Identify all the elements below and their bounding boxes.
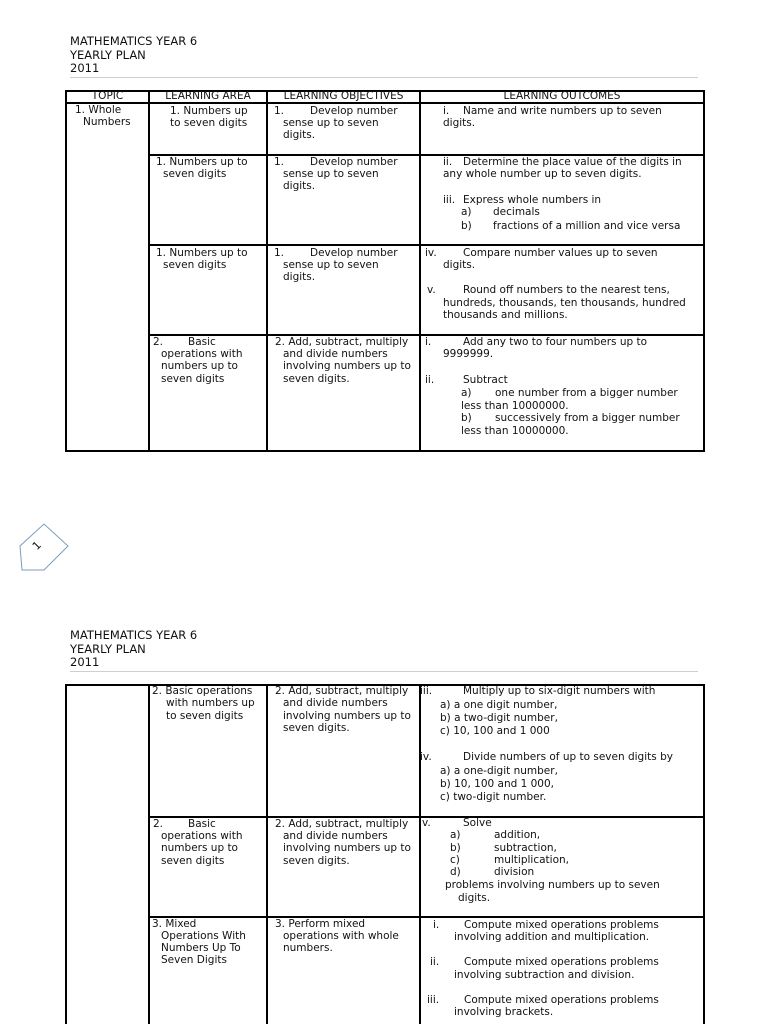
sub-item-text: division [494, 866, 535, 878]
sub-item-label: a) [450, 829, 461, 841]
objective-text: and divide numbers [283, 348, 388, 360]
sub-item-text: a) a one digit number, [440, 699, 558, 711]
outcome-text: hundreds, thousands, ten thousands, hundred [443, 297, 686, 309]
outcome-text: Name and write numbers up to seven [463, 105, 662, 117]
outcome-number: ii. [443, 156, 453, 168]
outcome-text: Compare number values up to seven [463, 247, 658, 259]
objective-text: Develop number [310, 156, 398, 168]
row-border [148, 916, 704, 918]
learning-area-text: 1. Numbers up to [156, 247, 248, 259]
row-border [148, 244, 704, 246]
outcome-text: Multiply up to six-digit numbers with [463, 685, 656, 697]
objective-text: sense up to seven [283, 168, 379, 180]
learning-area-text: numbers up to [161, 842, 238, 854]
outcome-text: thousands and millions. [443, 309, 568, 321]
objective-text: seven digits. [283, 373, 350, 385]
sub-item-text: addition, [494, 829, 541, 841]
sub-item-text: c) two-digit number. [440, 791, 547, 803]
learning-area-text: 1. Numbers up to [156, 156, 248, 168]
sub-item-label: b) [461, 412, 472, 424]
sub-item-text: c) 10, 100 and 1 000 [440, 725, 550, 737]
topic-label: Numbers [83, 116, 131, 128]
outcome-text: 9999999. [443, 348, 494, 360]
outcome-text: digits. [443, 259, 476, 271]
sub-item-text: b) a two-digit number, [440, 712, 558, 724]
outcome-number: iii. [420, 685, 433, 697]
page-tag-icon [18, 522, 74, 574]
objective-text: 3. Perform mixed [275, 918, 366, 930]
sub-item-label: b) [450, 842, 461, 854]
col-border [148, 90, 150, 452]
doc-title: MATHEMATICS YEAR 6 [70, 628, 198, 642]
outcome-text: involving brackets. [454, 1006, 554, 1018]
page-2-header [70, 629, 197, 670]
outcome-text: Compute mixed operations problems [464, 956, 659, 968]
sub-item-text: b) 10, 100 and 1 000, [440, 778, 555, 790]
doc-title: MATHEMATICS YEAR 6 [70, 34, 198, 48]
learning-area-text: 1. Numbers up [170, 105, 248, 117]
objective-number: 1. [274, 156, 285, 168]
objective-text: seven digits. [283, 722, 350, 734]
outcome-text: any whole number up to seven digits. [443, 168, 642, 180]
outcome-text: Add any two to four numbers up to [463, 336, 648, 348]
objective-text: 2. Add, subtract, multiply [275, 685, 409, 697]
objective-text: sense up to seven [283, 259, 379, 271]
outcome-number: i. [443, 105, 450, 117]
sub-item-text: decimals [493, 206, 540, 218]
objective-text: and divide numbers [283, 830, 388, 842]
doc-subtitle: YEARLY PLAN [70, 641, 146, 656]
page-tag-label: 1 [29, 538, 45, 553]
objective-text: sense up to seven [283, 117, 379, 129]
sub-item-label: b) [461, 220, 472, 232]
objective-text: digits. [283, 271, 316, 283]
doc-year: 2011 [70, 655, 100, 669]
sub-item-text: less than 10000000. [461, 425, 569, 437]
col-border [148, 684, 150, 1024]
col-border [419, 684, 421, 1024]
outcome-number: i. [425, 336, 432, 348]
outcome-number: iv. [425, 247, 437, 259]
doc-subtitle: YEARLY PLAN [70, 47, 146, 62]
outcome-number: i. [433, 919, 440, 931]
outcome-number: iii. [427, 994, 440, 1006]
column-header-learning-objectives: LEARNING OBJECTIVES [283, 90, 404, 102]
outcome-text: involving addition and multiplication. [454, 931, 650, 943]
sub-item-label: a) [461, 387, 472, 399]
learning-area-text: Numbers Up To [161, 942, 241, 954]
outcome-text: Solve [463, 817, 492, 829]
outcome-text: Subtract [463, 374, 508, 386]
learning-area-number: 2. [153, 336, 164, 348]
learning-area-text: numbers up to [161, 360, 238, 372]
column-header-topic: TOPIC [91, 90, 124, 102]
learning-area-text: seven digits [161, 855, 225, 867]
learning-area-text: operations with [161, 348, 243, 360]
column-header-learning-area: LEARNING AREA [165, 90, 251, 102]
outcome-number: ii. [430, 956, 440, 968]
learning-area-text: with numbers up [166, 697, 255, 709]
objective-text: and divide numbers [283, 697, 388, 709]
outcome-text: involving subtraction and division. [454, 969, 635, 981]
learning-area-text: to seven digits [170, 117, 248, 129]
objective-text: Develop number [310, 105, 398, 117]
sub-item-text: fractions of a million and vice versa [493, 220, 681, 232]
learning-area-text: Basic [188, 336, 216, 348]
col-border [65, 684, 67, 1024]
outcome-text: problems involving numbers up to seven [445, 879, 660, 891]
outcome-text: digits. [458, 892, 491, 904]
outcome-number: iii. [443, 194, 456, 206]
sub-item-text: one number from a bigger number [495, 387, 678, 399]
learning-area-text: seven digits [163, 168, 227, 180]
objective-text: seven digits. [283, 855, 350, 867]
learning-area-text: 3. Mixed [152, 918, 197, 930]
outcome-text: Express whole numbers in [463, 194, 602, 206]
learning-area-text: seven digits [161, 373, 225, 385]
outcome-number: ii. [425, 374, 435, 386]
header-divider [70, 77, 698, 78]
col-border [419, 90, 421, 452]
column-header-learning-outcomes: LEARNING OUTCOMES [503, 90, 621, 102]
learning-area-text: Basic [188, 818, 216, 830]
topic-label: 1. Whole [75, 104, 122, 116]
learning-area-text: operations with [161, 830, 243, 842]
outcome-text: Round off numbers to the nearest tens, [463, 284, 670, 296]
learning-area-text: seven digits [163, 259, 227, 271]
objective-text: involving numbers up to [283, 710, 411, 722]
table-border-bottom [65, 450, 704, 452]
page-number-tag [18, 522, 74, 578]
col-border [266, 684, 268, 1024]
outcome-text: Compute mixed operations problems [464, 994, 659, 1006]
page-1-header [70, 35, 197, 76]
learning-area-text: to seven digits [166, 710, 244, 722]
objective-text: involving numbers up to [283, 360, 411, 372]
objective-text: numbers. [283, 942, 333, 954]
outcome-text: Divide numbers of up to seven digits by [463, 751, 673, 763]
outcome-text: Determine the place value of the digits in [463, 156, 682, 168]
sub-item-label: a) [461, 206, 472, 218]
outcome-number: v. [427, 284, 436, 296]
objective-text: 2. Add, subtract, multiply [275, 336, 409, 348]
learning-area-text: Seven Digits [161, 954, 227, 966]
sub-item-label: d) [450, 866, 461, 878]
objective-text: Develop number [310, 247, 398, 259]
sub-item-text: a) a one-digit number, [440, 765, 558, 777]
outcome-text: Compute mixed operations problems [464, 919, 659, 931]
outcome-text: digits. [443, 117, 476, 129]
sub-item-text: successively from a bigger number [495, 412, 680, 424]
sub-item-text: less than 10000000. [461, 400, 569, 412]
col-border [65, 90, 67, 452]
learning-area-number: 2. [153, 818, 164, 830]
outcome-number: iv. [420, 751, 432, 763]
objective-text: 2. Add, subtract, multiply [275, 818, 409, 830]
sub-item-text: multiplication, [494, 854, 569, 866]
objective-text: digits. [283, 180, 316, 192]
col-border [266, 90, 268, 452]
sub-item-text: subtraction, [494, 842, 557, 854]
header-divider [70, 671, 698, 672]
outcome-number: v. [422, 817, 431, 829]
objective-text: digits. [283, 129, 316, 141]
objective-text: operations with whole [283, 930, 399, 942]
objective-number: 1. [274, 105, 285, 117]
learning-area-text: Operations With [161, 930, 246, 942]
sub-item-label: c) [450, 854, 460, 866]
col-border [703, 684, 705, 1024]
learning-area-text: 2. Basic operations [152, 685, 253, 697]
doc-year: 2011 [70, 61, 100, 75]
col-border [703, 90, 705, 452]
objective-number: 1. [274, 247, 285, 259]
objective-text: involving numbers up to [283, 842, 411, 854]
